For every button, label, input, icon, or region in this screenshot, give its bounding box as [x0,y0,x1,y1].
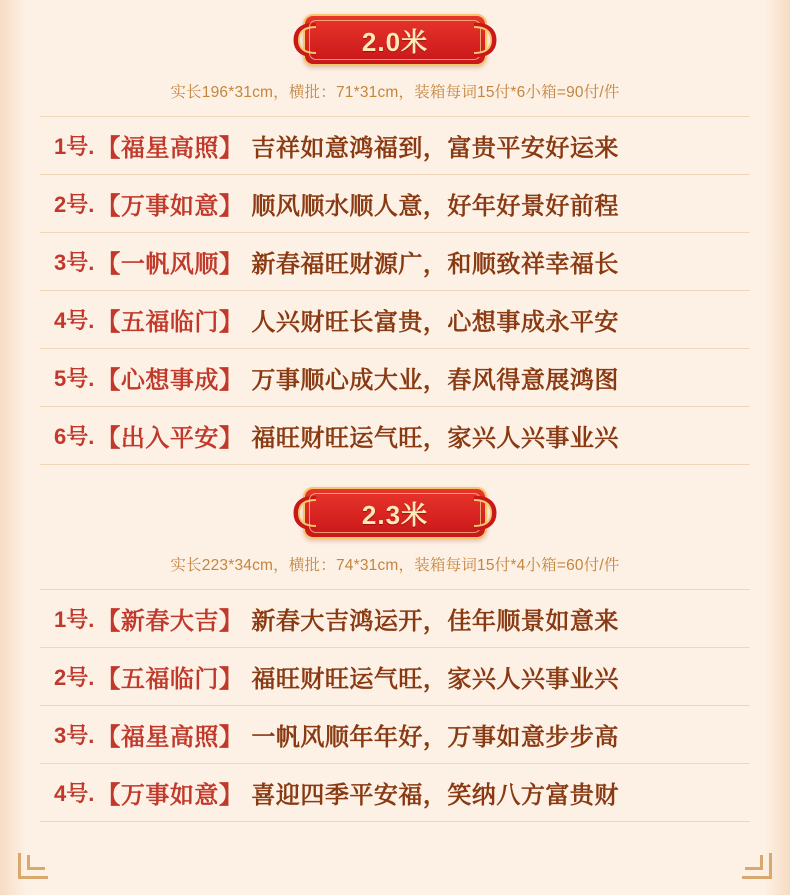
table-row [40,349,750,407]
row-text: 顺风顺水顺人意，好年好景好前程 [251,193,619,220]
table-row [40,706,750,764]
row-title: 【新春大吉】 [96,608,244,635]
row-number: 6号. [54,424,95,449]
row-text: 喜迎四季平安福，笑纳八方富贵财 [251,782,619,809]
row-title: 【出入平安】 [96,425,244,452]
row-title: 【一帆风顺】 [96,251,244,278]
content-container [0,14,790,822]
table-row [40,590,750,648]
table-row [40,175,750,233]
row-number: 1号. [54,607,95,632]
table-row [40,764,750,822]
row-text: 人兴财旺长富贵，心想事成永平安 [251,309,619,336]
row-title: 【五福临门】 [96,666,244,693]
row-text: 吉祥如意鸿福到，富贵平安好运来 [251,135,619,162]
table-row [40,407,750,465]
section-badge-wrap [40,487,750,539]
section-2-3m [40,487,750,822]
corner-ornament-bottom-left [18,853,48,879]
table-row [40,291,750,349]
row-text: 万事顺心成大业，春风得意展鸿图 [251,367,619,394]
table-row [40,117,750,175]
ornament-left-icon [292,496,318,530]
row-title: 【五福临门】 [96,309,244,336]
table-row [40,648,750,706]
row-number: 1号. [54,134,95,159]
row-title: 【万事如意】 [96,193,244,220]
row-title: 【福星高照】 [96,135,244,162]
row-text: 福旺财旺运气旺，家兴人兴事业兴 [251,666,619,693]
section-badge [303,14,487,66]
section-badge-label: 2.3米 [361,499,429,530]
section-badge-label: 2.0米 [361,26,429,57]
ornament-right-icon [472,23,498,57]
ornament-left-icon [292,23,318,57]
row-title: 【万事如意】 [96,782,244,809]
row-number: 2号. [54,192,95,217]
section-spec-text: 实长196*31cm，横批：71*31cm，装箱每词15付*6小箱=90付/件 [170,84,620,101]
row-number: 4号. [54,308,95,333]
section-spec-text: 实长223*34cm，横批：74*31cm，装箱每词15付*4小箱=60付/件 [170,557,620,574]
row-title: 【心想事成】 [96,367,244,394]
row-text: 一帆风顺年年好，万事如意步步高 [251,724,619,751]
row-number: 4号. [54,781,95,806]
row-number: 3号. [54,723,95,748]
section-2-0m [40,14,750,465]
row-text: 新春大吉鸿运开，佳年顺景如意来 [251,608,619,635]
row-number: 5号. [54,366,95,391]
row-number: 3号. [54,250,95,275]
table-row [40,233,750,291]
section-badge-wrap [40,14,750,66]
row-text: 福旺财旺运气旺，家兴人兴事业兴 [251,425,619,452]
ornament-right-icon [472,496,498,530]
section-badge [303,487,487,539]
couplet-list [40,116,750,465]
corner-ornament-bottom-right [742,853,772,879]
row-text: 新春福旺财源广，和顺致祥幸福长 [251,251,619,278]
row-number: 2号. [54,665,95,690]
couplet-list [40,589,750,822]
row-title: 【福星高照】 [96,724,244,751]
